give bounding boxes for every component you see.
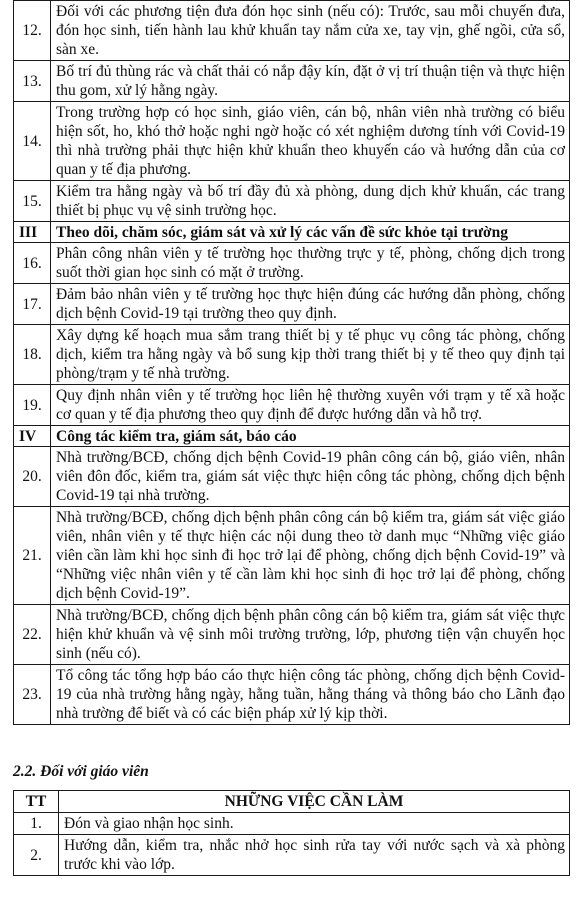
row-text: Xây dựng kế hoạch mua sắm trang thiết bị y tế phục vụ công tác phòng, chống dịch, kiểm tra hằng ngày và bổ sung kịp thời trang thiết bị y tế theo quy định tại phòng/trạm y tế nhà trường. [51, 325, 570, 385]
row-text: Đón và giao nhận học sinh. [59, 813, 570, 835]
row-number: 17. [14, 284, 51, 325]
row-number: 13. [14, 61, 51, 102]
table-row [14, 385, 570, 426]
row-text: Nhà trường/BCĐ, chống dịch bệnh Covid-19 phân công cán bộ, giáo viên, nhân viên đôn đốc, kiểm tra, giám sát việc thực hiện công tác phòng, chống dịch bệnh Covid-19 tại nhà trường. [51, 447, 570, 507]
row-number: 1. [14, 813, 59, 835]
header-number: TT [14, 791, 59, 813]
table-row [14, 102, 570, 181]
table-row [14, 835, 570, 876]
row-number: 22. [14, 605, 51, 665]
row-text: Đối với các phương tiện đưa đón học sinh (nếu có): Trước, sau mỗi chuyến đưa, đón học sinh, tiến hành lau khử khuẩn tay nắm cửa xe, tay vịn, ghế ngồi, cửa sổ, sàn xe. [51, 1, 570, 61]
row-text: Hướng dẫn, kiểm tra, nhắc nhở học sinh rửa tay với nước sạch và xà phòng trước khi vào lớp. [59, 835, 570, 876]
table-row [14, 665, 570, 725]
table-row [14, 1, 570, 61]
row-number: 20. [14, 447, 51, 507]
section-title: Theo dõi, chăm sóc, giám sát và xử lý các vấn đề sức khỏe tại trường [51, 222, 570, 243]
table-header-row [14, 791, 570, 813]
row-number: 16. [14, 243, 51, 284]
section-row [14, 426, 570, 447]
section-heading: 2.2. Đối với giáo viên [13, 763, 149, 780]
row-number: 18. [14, 325, 51, 385]
section-number: IV [14, 426, 51, 447]
table-row [14, 813, 570, 835]
header-title: NHỮNG VIỆC CẦN LÀM [59, 791, 570, 813]
row-number: 15. [14, 181, 51, 222]
table-row [14, 61, 570, 102]
table-row [14, 605, 570, 665]
row-text: Quy định nhân viên y tế trường học liên hệ thường xuyên với trạm y tế xã hoặc cơ quan y tế địa phương theo quy định để được hướng dẫn và hỗ trợ. [51, 385, 570, 426]
section-row [14, 222, 570, 243]
section-number: III [14, 222, 51, 243]
table-row [14, 447, 570, 507]
row-number: 19. [14, 385, 51, 426]
row-number: 14. [14, 102, 51, 181]
row-text: Đảm bảo nhân viên y tế trường học thực hiện đúng các hướng dẫn phòng, chống dịch bệnh Covid-19 tại trường theo quy định. [51, 284, 570, 325]
table-row [14, 243, 570, 284]
row-text: Phân công nhân viên y tế trường học thường trực y tế, phòng, chống dịch trong suốt thời gian học sinh có mặt ở trường. [51, 243, 570, 284]
table-row [14, 284, 570, 325]
table-row [14, 181, 570, 222]
section-title: Công tác kiểm tra, giám sát, báo cáo [51, 426, 570, 447]
row-text: Nhà trường/BCĐ, chống dịch bệnh phân công cán bộ kiểm tra, giám sát việc thực hiện khử khuẩn và vệ sinh môi trường trường, lớp, phương tiện vận chuyển học sinh (nếu có). [51, 605, 570, 665]
checklist-table [13, 0, 570, 725]
row-text: Nhà trường/BCĐ, chống dịch bệnh phân công cán bộ kiểm tra, giám sát việc giáo viên, nhân viên y tế thực hiện các nội dung theo tờ danh mục “Những việc giáo viên cần làm khi học sinh đi học trở lại để phòng, chống dịch bệnh Covid-19” và “Những việc nhân viên y tế cần làm khi học sinh đi học trở lại để phòng, chống dịch bệnh Covid-19”. [51, 507, 570, 605]
row-number: 23. [14, 665, 51, 725]
row-text: Tổ công tác tổng hợp báo cáo thực hiện công tác phòng, chống dịch bệnh Covid-19 của nhà trường hằng ngày, hằng tuần, hằng tháng và thông báo cho Lãnh đạo nhà trường để biết và có các biện pháp xử lý kịp thời. [51, 665, 570, 725]
row-text: Bố trí đủ thùng rác và chất thải có nắp đậy kín, đặt ở vị trí thuận tiện và thực hiện thu gom, xử lý hằng ngày. [51, 61, 570, 102]
table-row [14, 507, 570, 605]
row-number: 12. [14, 1, 51, 61]
teacher-checklist-table [13, 790, 570, 876]
table-row [14, 325, 570, 385]
row-number: 2. [14, 835, 59, 876]
row-text: Trong trường hợp có học sinh, giáo viên, cán bộ, nhân viên nhà trường có biểu hiện sốt, ho, khó thở hoặc nghi ngờ hoặc có xét nghiệm dương tính với Covid-19 thì nhà trường phải thực hiện khử khuẩn theo khuyến cáo và hướng dẫn của cơ quan y tế địa phương. [51, 102, 570, 181]
row-text: Kiểm tra hằng ngày và bố trí đầy đủ xà phòng, dung dịch khử khuẩn, các trang thiết bị phục vụ vệ sinh trường học. [51, 181, 570, 222]
row-number: 21. [14, 507, 51, 605]
